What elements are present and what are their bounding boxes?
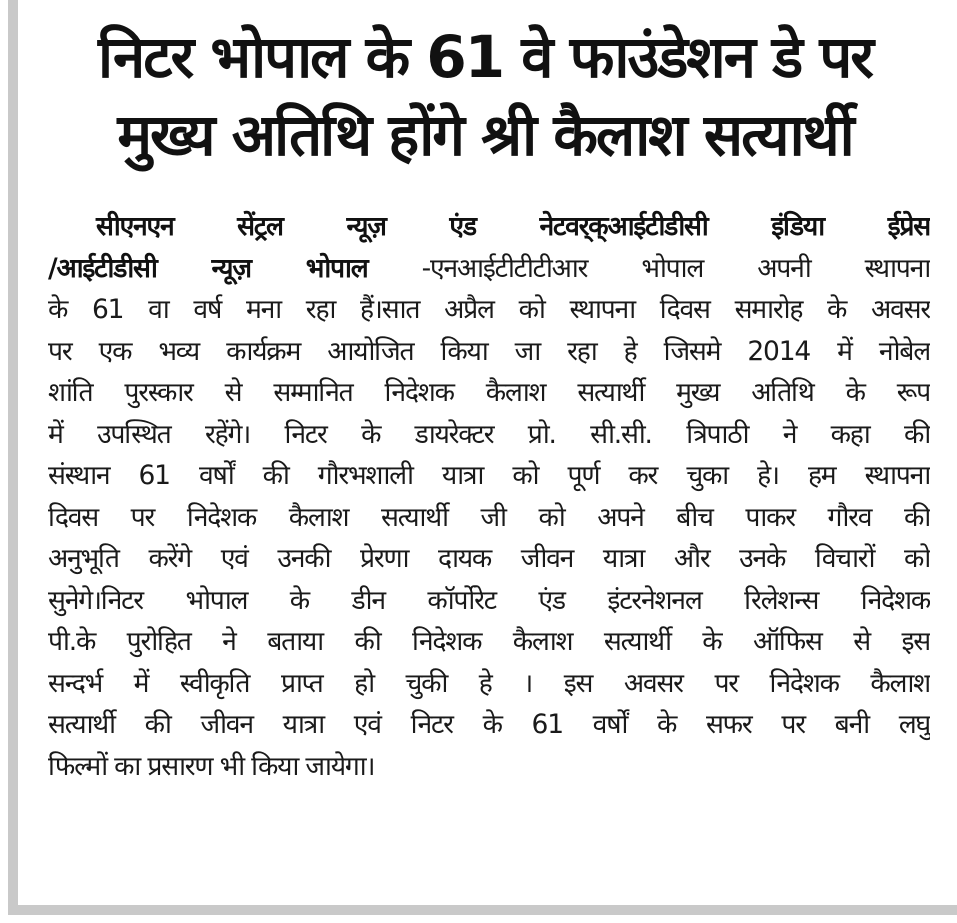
article-line: के 61 वा वर्ष मना रहा हैं।सात अप्रैल को स्थापना दिवस समारोह के अवसर bbox=[48, 294, 930, 325]
clipping-border-left bbox=[8, 0, 18, 915]
article-line: संस्थान 61 वर्षों की गौरभशाली यात्रा को पूर्ण कर चुका हे। हम स्थापना bbox=[48, 460, 930, 491]
article-line: पी.के पुरोहित ने बताया की निदेशक कैलाश सत्यार्थी के ऑफिस से इस bbox=[48, 626, 930, 657]
article-line: दिवस पर निदेशक कैलाश सत्यार्थी जी को अपने बीच पाकर गौरव की bbox=[48, 501, 930, 533]
dateline-part-1: सीएनएन सेंट्रल न्यूज़ एंड नेटवर्क्‍आईटीडीसी इंडिया ईप्रेस bbox=[96, 211, 930, 242]
article-line: में उपस्थित रहेंगे। निटर के डायरेक्टर प्रो. सी.सी. त्रिपाठी ने कहा की bbox=[48, 418, 930, 450]
article-line-2 bbox=[48, 248, 930, 290]
headline-line-1: निटर भोपाल के 61 वे फाउंडेशन डे पर bbox=[98, 23, 872, 91]
article-line: अनुभूति करेंगे एवं उनकी प्रेरणा दायक जीवन यात्रा और उनके विचारों को bbox=[48, 543, 930, 574]
clipping-border-bottom bbox=[8, 905, 957, 915]
article-line: सत्यार्थी की जीवन यात्रा एवं निटर के 61 वर्षों के सफर पर बनी लघु bbox=[48, 709, 930, 740]
article-line-final: फिल्मों का प्रसारण भी किया जायेगा। bbox=[48, 750, 375, 782]
article-line: सुनेगे।निटर भोपाल के डीन कॉर्पोरेट एंड इंटरनेशनल रिलेशन्स निदेशक bbox=[48, 584, 930, 616]
article-line: पर एक भव्य कार्यक्रम आयोजित किया जा रहा हे जिसमे 2014 में नोबेल bbox=[48, 335, 930, 367]
article-body bbox=[48, 206, 930, 787]
headline bbox=[40, 18, 930, 174]
article-line: सन्दर्भ में स्वीकृति प्राप्त हो चुकी हे । इस अवसर पर निदेशक कैलाश bbox=[48, 667, 930, 699]
article-line-2-text: -एनआईटीटीटीआर भोपाल अपनी स्थापना bbox=[421, 252, 930, 284]
article-line: शांति पुरस्कार से सम्मानित निदेशक कैलाश सत्यार्थी मुख्य अतिथि के रूप bbox=[48, 377, 930, 408]
dateline-part-2: /आईटीडीसी न्यूज़ भोपाल bbox=[48, 252, 368, 284]
headline-line-2: मुख्य अतिथि होंगे श्री कैलाश सत्यार्थी bbox=[117, 101, 853, 169]
article-line-1 bbox=[48, 206, 930, 248]
